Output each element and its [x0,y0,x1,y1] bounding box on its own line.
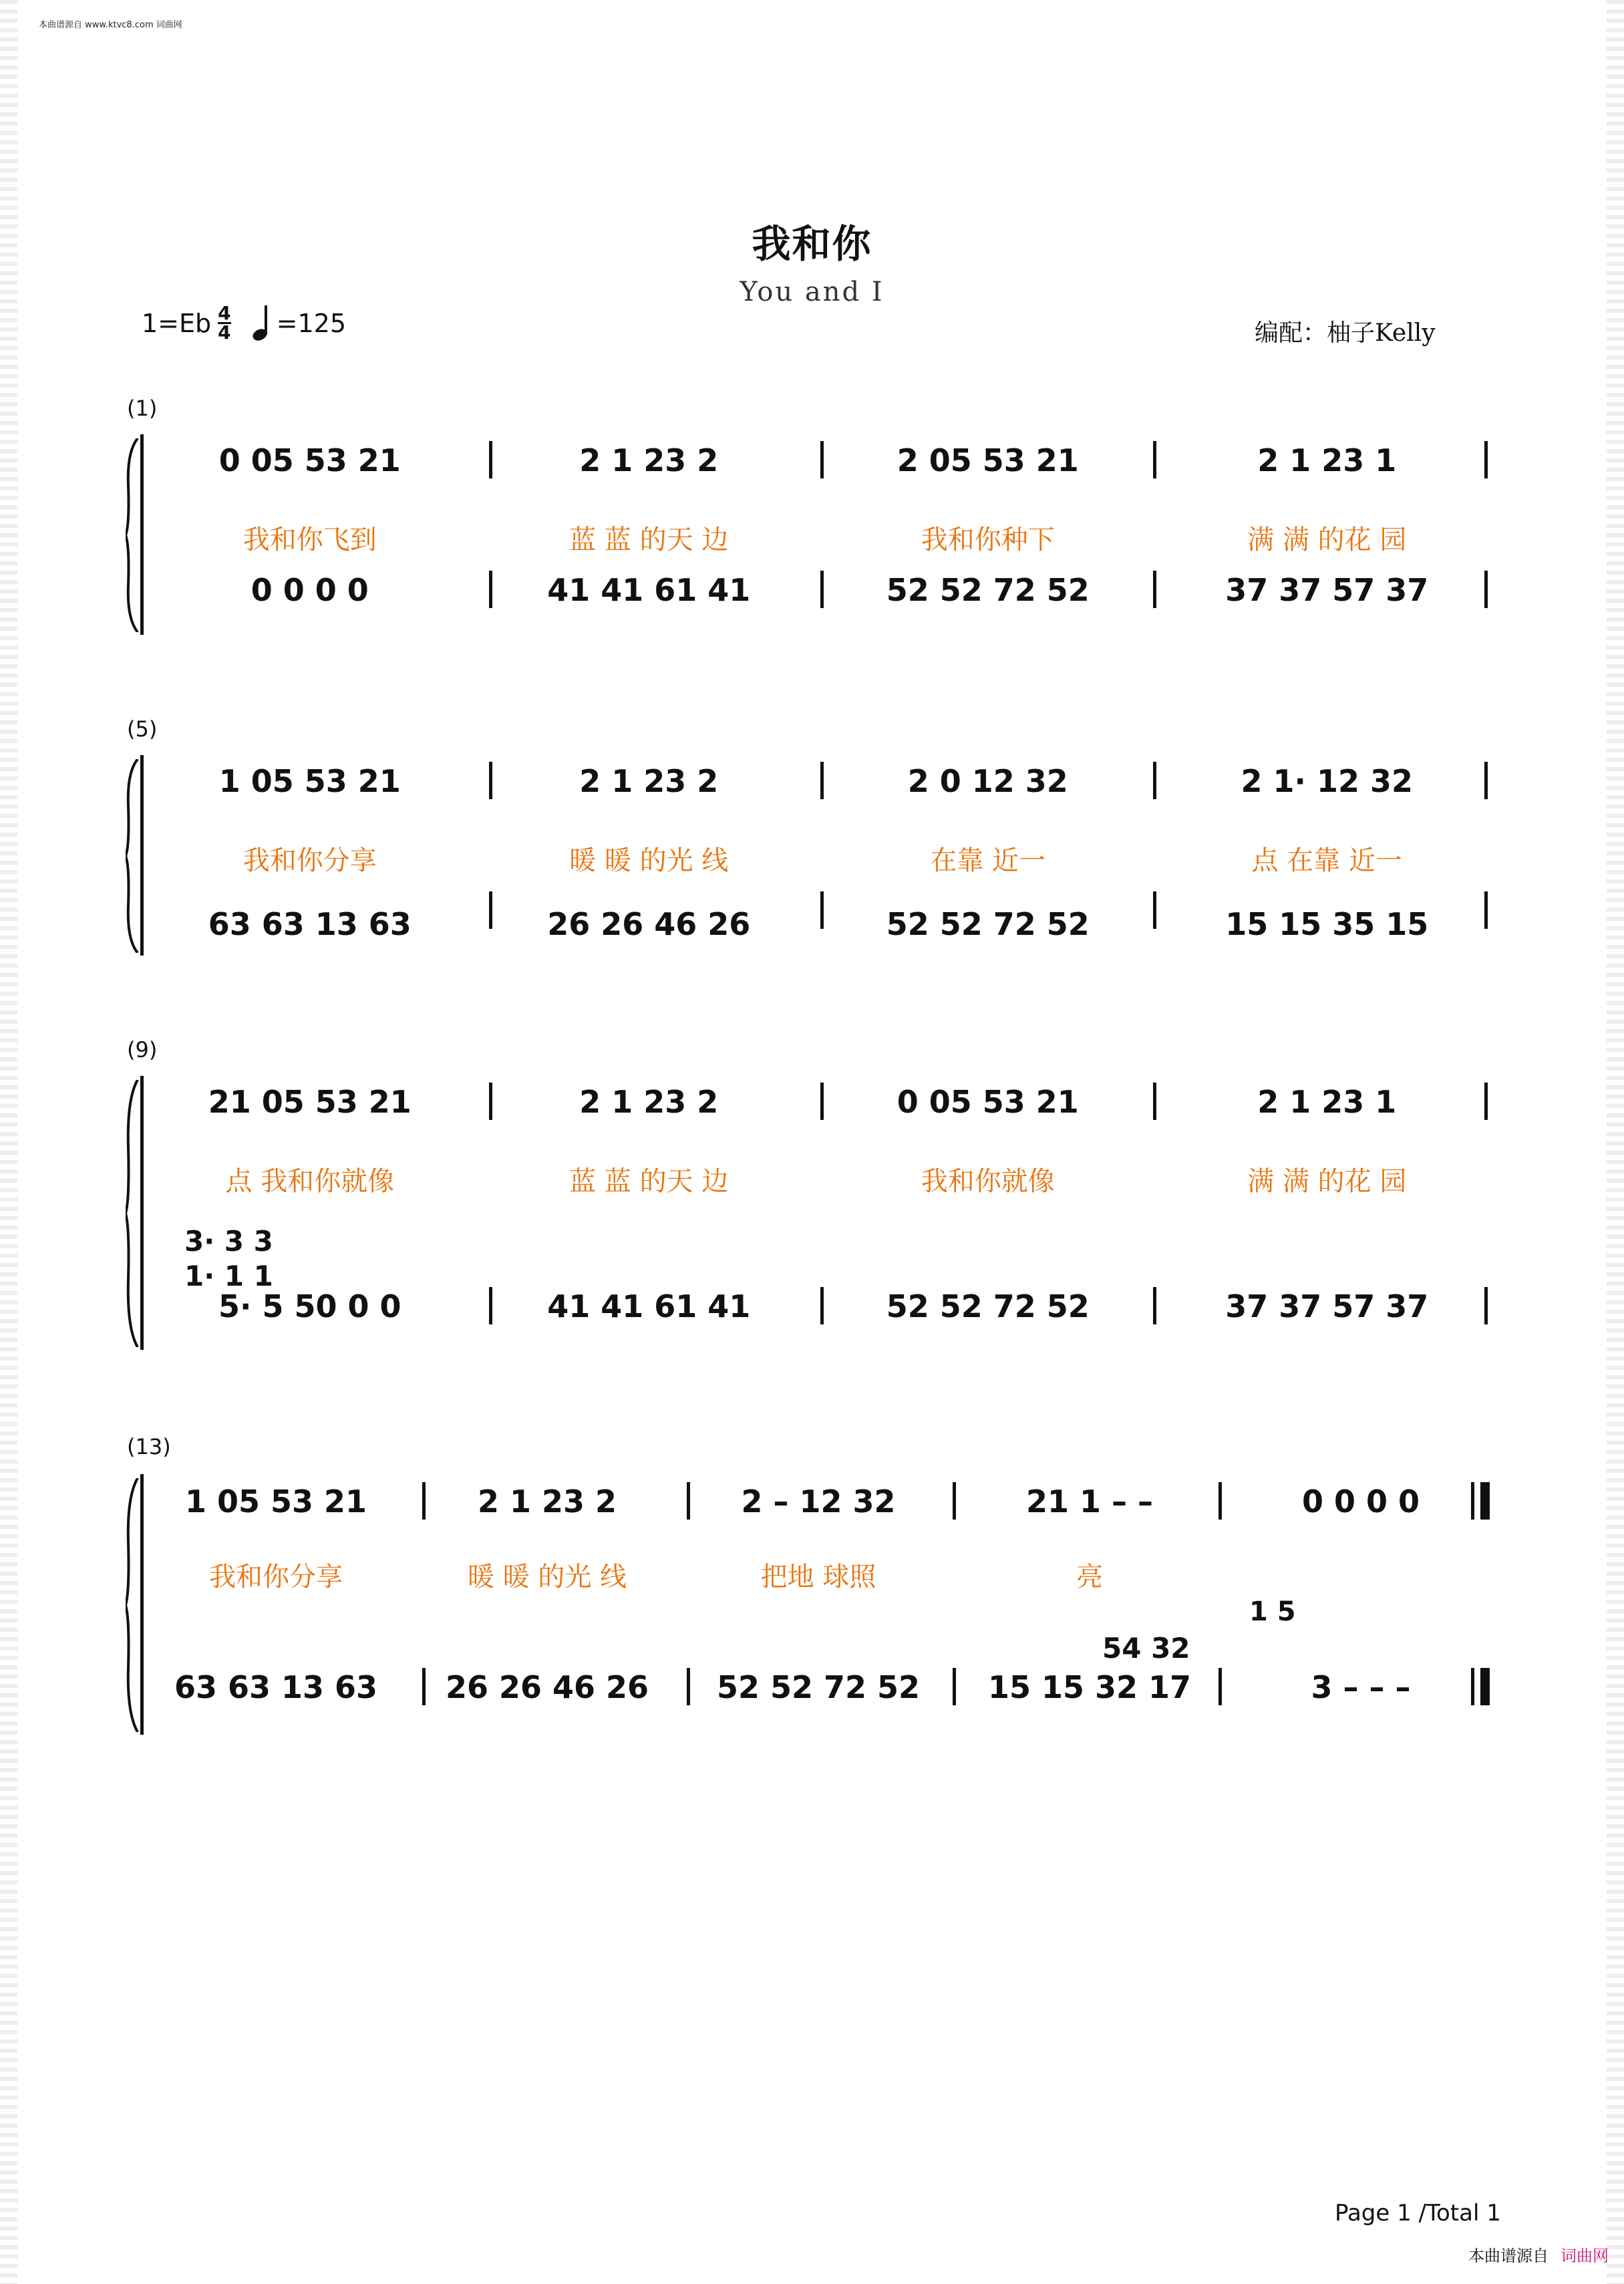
key-signature: 1=Eb [142,308,212,338]
brace-icon [126,1478,139,1732]
right-border [1607,0,1624,2284]
brace-icon [126,438,139,632]
arpeggio-chord: 1 5 [1249,1596,1296,1627]
song-title: 我和你 [752,221,872,267]
time-signature: $\frac{4}{4}$ [218,302,231,343]
arranger: 编配：柚子Kelly [1255,319,1436,347]
lyrics-row: 点 我和你就像 蓝 蓝 的天 边 我和你就像 满 满 的花 园 [225,1166,1407,1197]
system-number: (1) [127,396,158,421]
bass-row: 63 63 13 63 26 26 46 26 52 52 72 52 15 15 35 15 [208,906,1429,942]
footer-brand: 本曲谱源自 词曲网 [1468,2247,1609,2265]
melody-row: 0 05 53 21 2 1 23 2 2 05 53 21 2 1 23 1 [218,442,1397,478]
key-tempo [142,302,347,343]
tempo: =125 [276,308,347,338]
melody-row: 21 05 53 21 2 1 23 2 0 05 53 21 2 1 23 1 [208,1084,1397,1120]
bass-row: 63 63 13 63 26 26 46 26 52 52 72 52 15 15 32 17 3 – – – [174,1669,1411,1705]
lyrics-row: 我和你分享 暖 暖 的光 线 把地 球照 亮 [209,1562,1103,1592]
brace-icon [126,1080,139,1347]
system-number: (5) [127,716,158,742]
left-border [0,0,17,2284]
song-subtitle: You and I [740,277,884,307]
system-number: (13) [127,1434,171,1459]
system-2 [140,755,1496,956]
page-number: Page 1 /Total 1 [1335,2200,1501,2227]
brace-icon [126,759,139,953]
bass-row: 0 0 0 0 41 41 61 41 52 52 72 52 37 37 57 37 [251,572,1429,608]
source-header: 本曲谱源自 www.ktvc8.com 词曲网 [39,20,182,30]
system-number: (9) [127,1037,158,1062]
chord-stack: 3· 3 3 1· 1 1 [184,1225,273,1292]
system-4 [140,1474,1496,1735]
lyrics-row: 我和你分享 暖 暖 的光 线 在靠 近一 点 在靠 近一 [242,845,1402,876]
lyrics-row: 我和你飞到 蓝 蓝 的天 边 我和你种下 满 满 的花 园 [242,525,1407,555]
quarter-note-icon [253,307,269,340]
melody-row: 1 05 53 21 2 1 23 2 2 – 12 32 21 1 – – 0 0 0 0 [184,1483,1420,1520]
upper-voice: 54 32 [1102,1632,1190,1665]
melody-row: 1 05 53 21 2 1 23 2 2 0 12 32 2 1· 12 32 [218,763,1414,799]
bass-row: 5· 5 50 0 0 41 41 61 41 52 52 72 52 37 37 57 37 [218,1288,1429,1324]
system-3 [140,1076,1496,1350]
system-1 [140,434,1496,635]
